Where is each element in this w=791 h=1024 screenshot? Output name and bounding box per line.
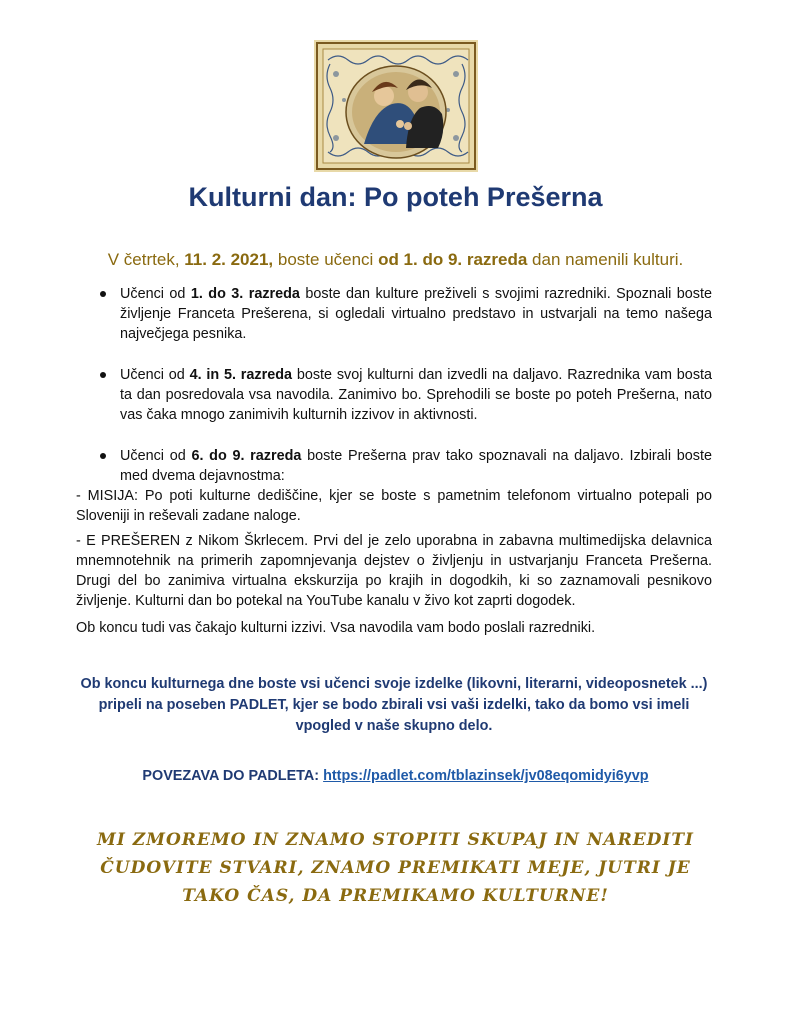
page-title: Kulturni dan: Po poteh Prešerna xyxy=(188,182,603,212)
bullet-prefix: Učenci od xyxy=(120,367,190,383)
intro-line xyxy=(0,250,791,270)
intro-text-3: dan namenili kulturi. xyxy=(527,250,684,269)
padlet-label: POVEZAVA DO PADLETA: xyxy=(142,768,324,784)
intro-grades: od 1. do 9. razreda xyxy=(378,250,528,269)
list-item xyxy=(100,365,712,425)
intro-date: 11. 2. 2021, xyxy=(184,250,274,269)
bullet-prefix: Učenci od xyxy=(120,448,192,464)
padlet-link-line xyxy=(0,768,791,784)
bullet-text: boste dan kulture preživeli s svojimi razredniki. Spoznali boste življenje Franceta Prešerena, si ogledali virtualno predstavo in ustvarjali na temo našega največjega pesnika. xyxy=(120,286,712,342)
bullet-grades: 6. do 9. razreda xyxy=(191,448,302,464)
grade-groups-list xyxy=(100,284,712,507)
bullet-prefix: Učenci od xyxy=(120,286,191,302)
bullet-text: boste Prešerna prav tako spoznavali na daljavo. Izbirali boste med dvema dejavnostma: xyxy=(120,448,713,484)
bullet-grades: 4. in 5. razreda xyxy=(189,367,293,383)
padlet-link[interactable]: https://padlet.com/tblazinsek/jv08eqomidyi6yvp xyxy=(323,768,649,784)
padlet-callout: Ob koncu kulturnega dne boste vsi učenci svoje izdelke (likovni, literarni, videoposnetek ...) pripeli na poseben PADLET, kjer se bodo zbirali vsi vaši izdelki, tako da bomo vsi imeli vpogled v naše skupno delo. xyxy=(80,676,708,734)
list-item xyxy=(100,446,712,486)
activity-misija: - MISIJA: Po poti kulturne dediščine, kjer se boste s pametnim telefonom virtualno potepali po Sloveniji in reševali zadane naloge. xyxy=(76,488,712,524)
intro-text-2: boste učenci xyxy=(273,250,379,269)
list-item xyxy=(100,284,712,344)
preseren-illustration xyxy=(314,40,478,172)
activity-izzivi: Ob koncu tudi vas čakajo kulturni izzivi. Vsa navodila vam bodo poslali razredniki. xyxy=(76,620,596,636)
activity-e-preseren: - E PREŠEREN z Nikom Škrlecem. Prvi del je zelo uporabna in zabavna multimedijska delavnica mnemnotehnik na primerih zapomnjevanja dejstev o življenju in ustvarjanju Franceta Prešerna. Drugi del bo zanimiva virtualna ekskurzija po krajih in dogodkih, ki so zaznamovali pesnikovo življenje. Kulturni dan bo potekal na YouTube kanalu v živo kot zaprti dogodek. xyxy=(76,533,712,609)
motto: MI ZMOREMO IN ZNAMO STOPITI SKUPAJ IN NAREDITI ČUDOVITE STVARI, ZNAMO PREMIKATI MEJE, JUTRI JE TAKO ČAS, DA PREMIKAMO KULTURNE! xyxy=(97,830,694,906)
bullet-text: boste svoj kulturni dan izvedli na daljavo. Razrednika vam bosta ta dan posredovala vsa navodila. Zanimivo bo. Sprehodili se boste po poteh Prešerna, nato vas čaka mnogo zanimivih kulturnih izzivov in aktivnosti. xyxy=(120,367,713,423)
bullet-grades: 1. do 3. razreda xyxy=(190,286,300,302)
intro-text-1: V četrtek, xyxy=(107,250,185,269)
